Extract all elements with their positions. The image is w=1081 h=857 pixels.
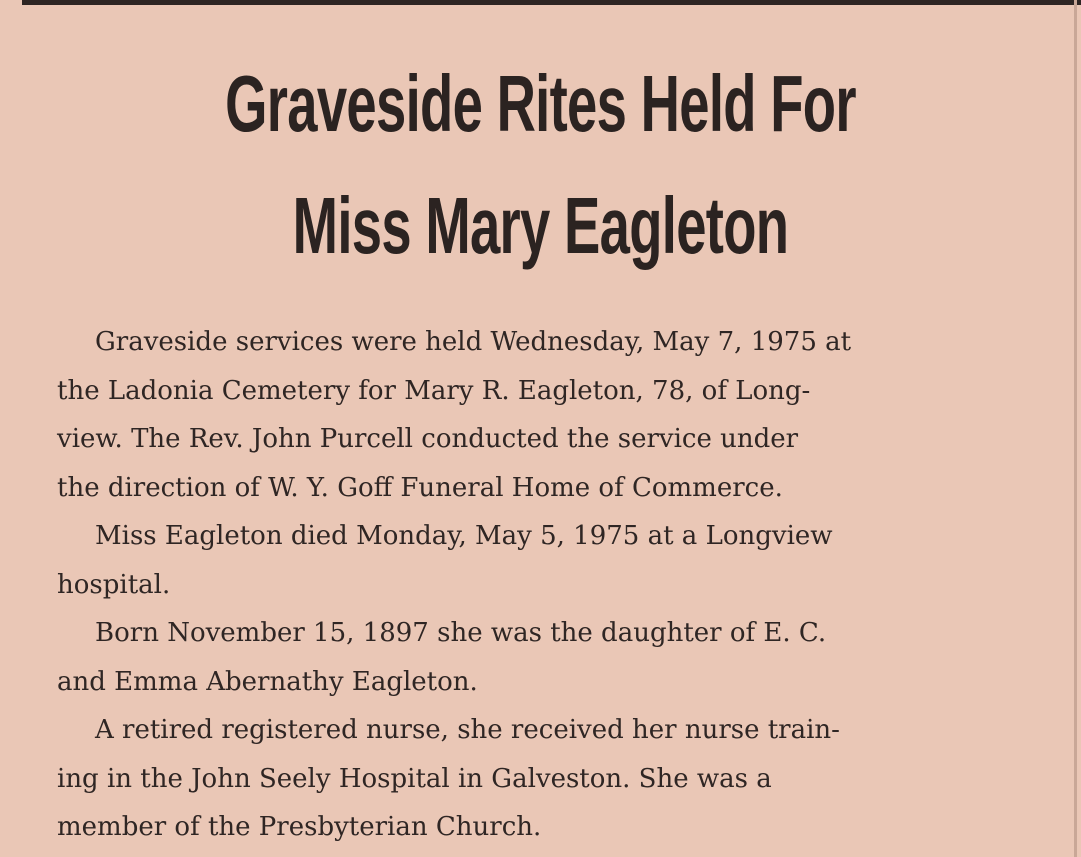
edge-shadow bbox=[1074, 0, 1077, 857]
text-line: the Ladonia Cemetery for Mary R. Eagleton, 78, of Long- bbox=[57, 375, 811, 406]
text-line: the direction of W. Y. Goff Funeral Home of Commerce. bbox=[57, 472, 783, 503]
text-line: ing in the John Seely Hospital in Galveston. She was a bbox=[57, 763, 772, 794]
text-line: Born November 15, 1897 she was the daughter of E. C. bbox=[95, 618, 827, 648]
headline-line-1: Graveside Rites Held For bbox=[225, 59, 856, 148]
text-line: Graveside services were held Wednesday, May 7, 1975 at bbox=[95, 327, 852, 357]
headline-line-2: Miss Mary Eagleton bbox=[292, 181, 789, 270]
paragraph-career bbox=[57, 706, 1047, 852]
top-rule bbox=[22, 0, 1081, 5]
text-line: member of the Presbyterian Church. bbox=[57, 812, 542, 842]
text-line: A retired registered nurse, she received her nurse train- bbox=[95, 715, 840, 745]
article-body bbox=[57, 318, 1047, 852]
text-line: view. The Rev. John Purcell conducted the service under bbox=[57, 424, 799, 454]
text-line: hospital. bbox=[57, 569, 171, 600]
paragraph-birth bbox=[57, 609, 1047, 706]
text-line: Miss Eagleton died Monday, May 5, 1975 at a Longview bbox=[95, 521, 833, 551]
paragraph-services bbox=[57, 318, 1047, 512]
text-line: and Emma Abernathy Eagleton. bbox=[57, 666, 478, 697]
paragraph-death bbox=[57, 512, 1047, 609]
